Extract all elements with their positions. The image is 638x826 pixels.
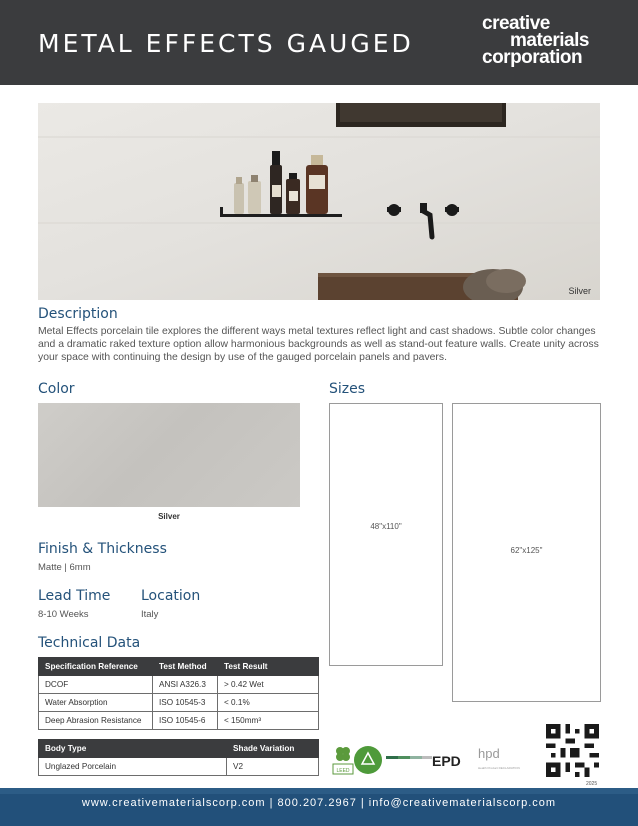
technical-heading: Technical Data: [38, 635, 141, 651]
table-header-cell: Shade Variation: [227, 740, 319, 758]
table-cell: ISO 10545-6: [153, 712, 218, 730]
table-header-row: [39, 658, 319, 676]
logo-line-2: materials: [510, 30, 589, 51]
hero-caption: Silver: [568, 286, 591, 296]
table-cell: ISO 10545-3: [153, 694, 218, 712]
table-header-cell: Test Method: [153, 658, 218, 676]
table-cell: DCOF: [39, 676, 153, 694]
header-bar: [0, 0, 638, 85]
size-panel-large: [452, 403, 601, 702]
color-swatch: [38, 403, 300, 507]
recycle-icon: [354, 746, 382, 774]
company-logo: [482, 15, 612, 69]
table-row: [39, 758, 319, 776]
table-header-row: [39, 740, 319, 758]
size-label-small: 48"x110": [370, 522, 402, 531]
table-header-cell: Specification Reference: [39, 658, 153, 676]
table-header-cell: Body Type: [39, 740, 227, 758]
size-panel-small: [329, 403, 443, 666]
table-cell: Deep Abrasion Resistance: [39, 712, 153, 730]
swatch-label: Silver: [158, 512, 180, 521]
sizes-heading: Sizes: [329, 381, 366, 397]
table-cell: < 0.1%: [218, 694, 319, 712]
description-heading: Description: [38, 306, 118, 322]
hero-image: [38, 103, 600, 300]
leed-label: LEED: [336, 768, 350, 774]
table-row: [39, 712, 319, 730]
table-header-cell: Test Result: [218, 658, 319, 676]
table-cell: Unglazed Porcelain: [39, 758, 227, 776]
logo-line-1: creative: [482, 13, 550, 34]
finish-heading: Finish & Thickness: [38, 541, 167, 557]
lead-time-heading: Lead Time: [38, 588, 111, 604]
technical-data-table: [38, 657, 319, 730]
table-cell: Water Absorption: [39, 694, 153, 712]
footer-contact[interactable]: www.creativematerialscorp.com | 800.207.2967 | info@creativematerialscorp.com: [81, 797, 557, 809]
footer-bar: [0, 794, 638, 826]
size-label-large: 62"x125": [510, 546, 543, 555]
epd-icon: [386, 756, 432, 759]
qr-code[interactable]: [545, 724, 600, 777]
location-heading: Location: [141, 588, 201, 604]
qr-code-icon: [545, 724, 600, 777]
hpd-sublabel: Health Product DECLARATION: [478, 766, 520, 770]
table-cell: ANSI A326.3: [153, 676, 218, 694]
epd-label: EPD: [432, 753, 461, 769]
hpd-label: hpd: [478, 746, 500, 761]
table-cell: > 0.42 Wet: [218, 676, 319, 694]
color-heading: Color: [38, 381, 75, 397]
table-cell: V2: [227, 758, 319, 776]
lead-time-value: 8-10 Weeks: [38, 609, 89, 620]
table-row: [39, 676, 319, 694]
table-cell: < 150mm³: [218, 712, 319, 730]
logo-line-3: corporation: [482, 47, 583, 68]
body-type-table: [38, 739, 319, 776]
table-row: [39, 694, 319, 712]
finish-value: Matte | 6mm: [38, 562, 91, 573]
page-title: METAL EFFECTS GAUGED: [38, 29, 414, 58]
description-text: Metal Effects porcelain tile explores the different ways metal textures reflect light and cast shadows. Subtle color changes and a dramatic raked texture option allow harmonious backgrounds as well as stand-out feature walls. Create unity across your space with continuing the design by use of the gauged porcelain panels and pavers.: [38, 326, 599, 363]
bathroom-scene-illustration: [38, 103, 600, 300]
year-label: 2025: [586, 781, 598, 787]
location-value: Italy: [141, 609, 159, 620]
